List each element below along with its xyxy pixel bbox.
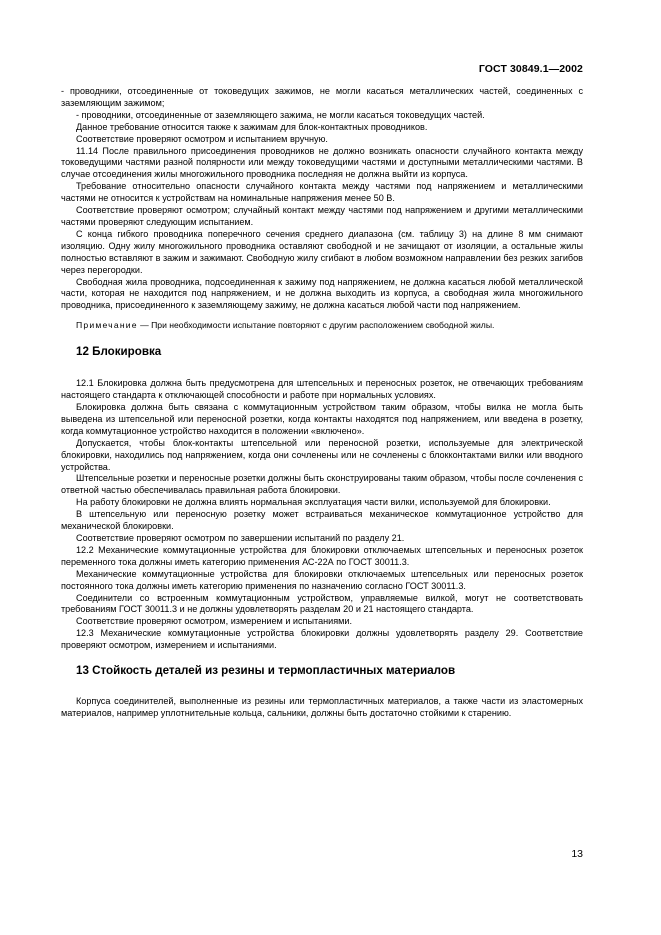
paragraph-11-14: 11.14 После правильного присоединения проводников не должно возникать опасности случайного контакта между токоведущими частями разной полярности или между токоведущими частями и доступными металлическими частями. В случае отсоединения жилы многожильного проводника последняя не должна выйти из корпуса. — [61, 145, 583, 180]
paragraph-12-1: 12.1 Блокировка должна быть предусмотрена для штепсельных и переносных розеток, не отвечающих требованиям настоящего стандарта к отключающей способности и работе при нормальных условиях. — [61, 378, 583, 401]
page-content — [61, 86, 583, 720]
paragraph-12-2: 12.2 Механические коммутационные устройства для блокировки отключаемых штепсельных и переносных розеток переменного тока должны иметь категорию применения АС-22А по ГОСТ 30011.3. — [61, 544, 583, 567]
paragraph: Свободная жила проводника, подсоединенная к зажиму под напряжением, не должна касаться любой металлической части, которая не находится под напряжением, и не должна выходить из корпуса, а свободная жила многожильного проводника, присоединенного к заземляющему зажиму, не должна касаться любой части под напряжением. — [61, 276, 583, 311]
paragraph: Штепсельные розетки и переносные розетки должны быть сконструированы таким образом, чтобы после сочленения с ответной частью обеспечивалась правильная работа блокировки. — [61, 473, 583, 496]
section-13-title: 13 Стойкость деталей из резины и термопластичных материалов — [76, 664, 456, 678]
paragraph: Соответствие проверяют осмотром; случайный контакт между частями под напряжением и другими металлическими частями проверяют следующим испытанием. — [61, 205, 583, 227]
paragraph: Соответствие проверяют осмотром, измерением и испытаниями. — [76, 616, 353, 627]
note-label: Примечание — [76, 320, 138, 331]
paragraph: На работу блокировки не должна влиять нормальная эксплуатация части вилки, используемой для блокировки. — [76, 497, 551, 508]
paragraph: Соединители со встроенным коммутационным устройством, управляемые вилкой, могут не соответствовать требованиям ГОСТ 30011.3 и не должны удовлетворять разделам 20 и 21 настоящего стандарта. — [61, 592, 583, 615]
paragraph: - проводники, отсоединенные от токоведущих зажимов, не могли касаться металлических частей, соединенных с заземляющим зажимом; — [61, 86, 583, 108]
paragraph: Механические коммутационные устройства для блокировки отключаемых штепсельных или переносных розеток постоянного тока должны иметь категорию применения по назначению согласно ГОСТ 30011.3. — [61, 568, 583, 591]
paragraph: Соответствие проверяют осмотром и испытанием вручную. — [76, 133, 328, 144]
note-text: — При необходимости испытание повторяют с другим расположением свободной жилы. — [137, 320, 495, 331]
paragraph: С конца гибкого проводника поперечного сечения среднего диапазона (см. таблицу 3) на длине 8 мм снимают изоляцию. Одну жилу многожильного проводника оставляют свободной и не зачищают от изоляции, а остальные жилы полностью вставляют в зажим и зажимают. Свободную жилу сгибают в любом возможном направлении без резких загибов через перегородки. — [61, 228, 583, 275]
paragraph: Допускается, чтобы блок-контакты штепсельной или переносной розетки, используемые для электрической блокировки, находились под напряжением, когда они сочленены или не сочленены с блокконтактами вилки или вводного устройства. — [61, 437, 583, 472]
paragraph: Данное требование относится также к зажимам для блок-контактных проводников. — [76, 121, 428, 132]
paragraph: Корпуса соединителей, выполненные из резины или термопластичных материалов, а также части из эластомерных материалов, например уплотнительные кольца, сальники, должны быть достаточно стойкими к старению. — [61, 696, 583, 718]
note — [61, 320, 583, 331]
paragraph-12-3: 12.3 Механические коммутационные устройства блокировки должны удовлетворять разделу 29. Соответствие проверяют осмотром, измерением и испытаниями. — [61, 628, 583, 651]
section-12-title: 12 Блокировка — [76, 345, 162, 359]
paragraph: Блокировка должна быть связана с коммутационным устройством таким образом, чтобы вилка не могла быть выведена из штепсельной или переносной розетки, когда контакты находятся под напряжением, или введена в розетку, когда коммутационное устройство находится в положении «включено». — [61, 402, 583, 436]
paragraph: Требование относительно опасности случайного контакта между частями под напряжением и металлическими частями не относится к устройствам на номинальные напряжения менее 50 В. — [61, 181, 583, 204]
page-number: 13 — [571, 848, 583, 860]
standard-header: ГОСТ 30849.1—2002 — [478, 63, 583, 75]
paragraph: В штепсельную или переносную розетку может встраиваться механическое коммутационное устройство для механической блокировки. — [61, 509, 583, 532]
paragraph: - проводники, отсоединенные от заземляющего зажима, не могли касаться токоведущих частей. — [76, 109, 485, 120]
paragraph: Соответствие проверяют осмотром по завершении испытаний по разделу 21. — [76, 533, 405, 543]
